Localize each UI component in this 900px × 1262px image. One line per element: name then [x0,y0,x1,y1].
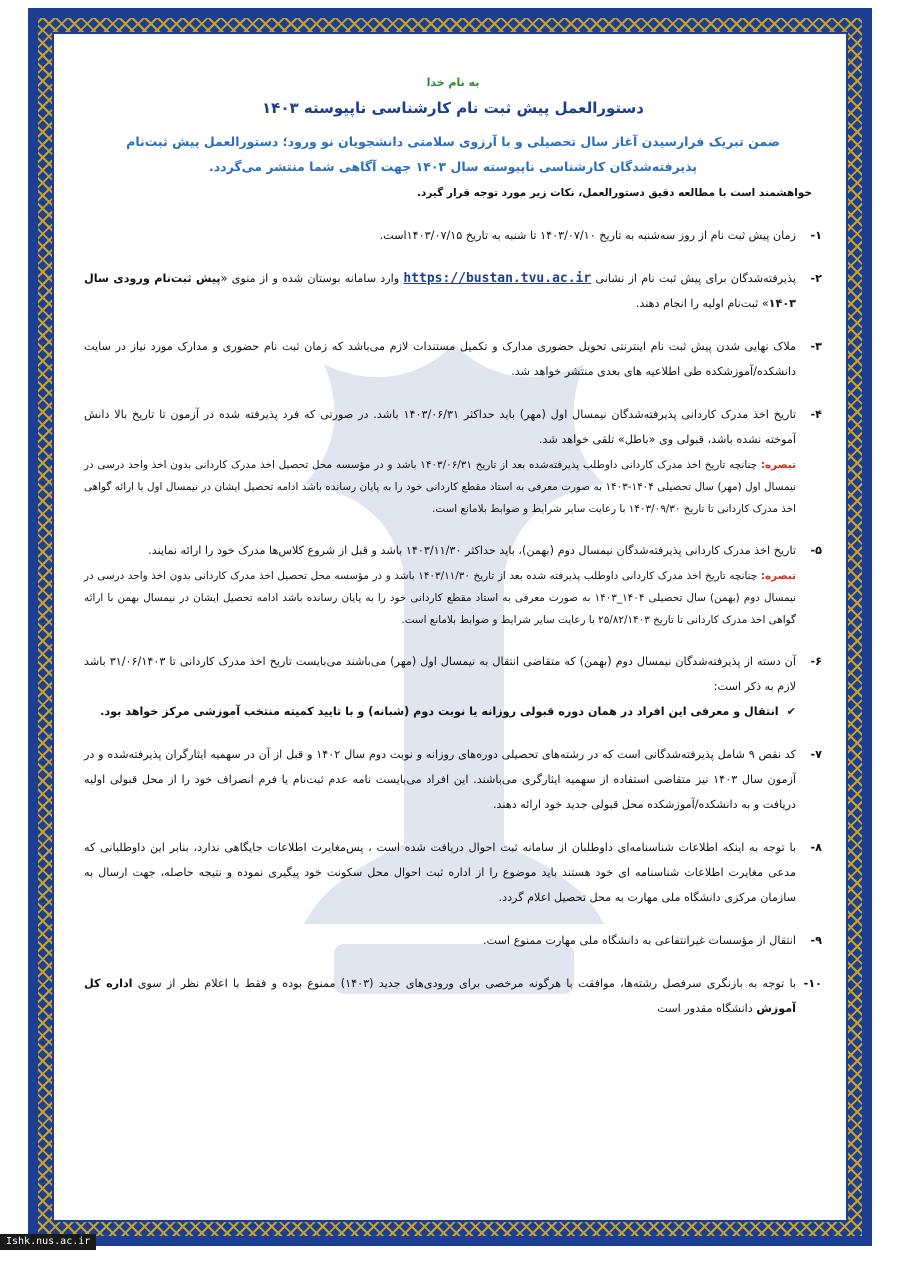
list-item [84,402,822,520]
list-item [84,835,822,910]
item-number: ۴- [810,408,822,421]
bustan-link[interactable]: https://bustan.tvu.ac.ir [403,271,592,286]
item-text-mid: وارد سامانه بوستان شده و از منوی « [220,272,400,285]
item-number: ۷- [810,748,822,761]
checkmark-icon: ✔ [786,705,796,718]
decorative-border [28,8,872,1246]
item-number: ۱۰- [803,977,822,990]
basmala: به نام خدا [426,76,480,89]
list-item [84,971,822,1021]
list-item [84,742,822,817]
intro-text: ضمن تبریک فرارسیدن آغاز سال تحصیلی و با آرزوی سلامتی دانشجویان نو ورود؛ دستورالعمل پیش ثبت‌نام پذیرفته‌شدگان کارشناسی ناپیوسته سال ۱۴۰۳ جهت آگاهی شما منتشر می‌گردد. [126,134,780,174]
item-number: ۵- [810,544,822,557]
page-sheet [52,32,848,1222]
item-text: زمان پیش ثبت نام از روز سه‌شنبه به تاریخ ۱۴۰۳/۰۷/۱۰ تا شنبه به تاریخ ۱۴۰۳/۰۷/۱۵است. [379,229,796,242]
item-text: آن دسته از پذیرفته‌شدگان نیمسال دوم (بهمن) که متقاضی انتقال به نیمسال اول (مهر) می‌باشند می‌بایست تاریخ اخذ مدرک کاردانی تا ۳۱/۰۶/۱۴۰۳ باشد لازم به ذکر است: [84,655,796,693]
preface-text: خواهشمند است با مطالعه دقیق دستورالعمل، نکات زیر مورد توجه قرار گیرد. [416,187,812,199]
check-text: انتقال و معرفی این افراد در همان دوره قبولی روزانه یا نوبت دوم (شبانه) و با تایید کمیته منتخب آموزشی مرکز خواهد بود. [100,705,779,718]
list-item [84,334,822,384]
item-text-pre: پذیرفته‌شدگان برای پیش ثبت نام از نشانی [595,272,796,285]
item-text: تاریخ اخذ مدرک کاردانی پذیرفته‌شدگان نیمسال دوم (بهمن)، باید حداکثر ۱۴۰۳/۱۱/۳۰ باشد و قبل از شروع کلاس‌ها مدرک خود را ارائه نمایند. [148,544,796,557]
list-item [84,538,822,631]
list-item [84,223,822,248]
list-item [84,649,822,724]
list-item [84,928,822,953]
item-number: ۳- [810,340,822,353]
item-text: تاریخ اخذ مدرک کاردانی پذیرفته‌شدگان نیمسال اول (مهر) باید حداکثر ۱۴۰۳/۰۶/۳۱ باشد. در صورتی که فرد پذیرفته شده در آزمون تا تاریخ بالا دانش آموخته نشده باشد، قبولی وی «باطل» تلقی خواهد شد. [84,408,796,446]
item-number: ۹- [810,934,822,947]
note-text: چنانچه تاریخ اخذ مدرک کاردانی داوطلب پذیرفته‌شده بعد از تاریخ ۱۴۰۳/۰۶/۳۱ باشد و در مؤسسه محل تحصیل اخذ مدرک کاردانی بدون اخذ واحد درسی در نیمسال اول (مهر) سال تحصیلی ۱۴۰۴-۱۴۰۳ به صورت معرفی به استاد مقطع کاردانی خود را به پایان رسانده باشد ادامه تحصیل ایشان در نیمسال اول با ارائه گواهی اخذ مدرک کاردانی تا تاریخ ۱۴۰۳/۰۹/۳۰ با رعایت سایر شرایط و ضوابط بلامانع است. [84,459,797,515]
item-text [84,266,796,316]
item-text: کد نقص ۹ شامل پذیرفته‌شدگانی است که در رشته‌های تحصیلی دوره‌های روزانه و نوبت دوم سال ۱۴۰۲ و قبل از آن در سهمیه ایثارگران پذیرفته‌شده و در آزمون سال ۱۴۰۳ نیز متقاضی استفاده از سهمیه ایثارگری می‌باشند. این افراد می‌بایست نامه عدم ثبت‌نام یا فرم انصراف خود را از محل قبولی اولیه دریافت و به دانشکده/آموزشکده محل قبولی جدید خود ارائه دهند. [84,748,796,811]
item-text-pre: با توجه به بازنگری سرفصل رشته‌ها، موافقت با هرگونه مرخصی برای ورودی‌های جدید (۱۴۰۳) ممنوع بوده و فقط با اعلام نظر از سوی [137,977,796,990]
item-number: ۸- [810,841,822,854]
site-url-tag: Ishk.nus.ac.ir [0,1234,96,1250]
item-text: با توجه به اینکه اطلاعات شناسنامه‌ای داوطلبان از سامانه ثبت احوال دریافت شده است ، پس‌مغایرت اطلاعات جایگاهی ندارد، بنابر این داوطلبانی که مدعی مغایرت اطلاعات شناسنامه ای خود هستند باید موضوع را از اداره ثبت احوال محل سکونت خود پیگیری نموده و نتیجه حاصله، جهت ارسال به سازمان مرکزی دانشگاه ملی مهارت به محل تحصیل اعلام گردد. [84,841,796,904]
list-item [84,266,822,316]
item-text-post: » ثبت‌نام اولیه را انجام دهند. [635,297,769,310]
item-text-post: دانشگاه مقدور است [657,1002,753,1015]
document-title: دستورالعمل پیش ثبت نام کارشناسی ناپیوسته ۱۴۰۳ [262,99,644,117]
office-name: اداره کل آموزش [84,977,796,1015]
item-number: ۱- [810,229,822,242]
note-label: تبصره: [760,459,796,471]
note-text: چنانچه تاریخ اخذ مدرک کاردانی داوطلب پذیرفته شده بعد از تاریخ ۱۴۰۳/۱۱/۳۰ باشد و در مؤسسه محل تحصیل اخذ مدرک کاردانی بدون اخذ واحد درسی در نیمسال دوم (بهمن) سال تحصیلی ۱۴۰۴_۱۴۰۳ به صورت معرفی به استاد مقطع کاردانی خود را به پایان رسانده باشد ادامه تحصیل ایشان در نیمسال بهمن با ارائه گواهی اخذ مدرک کاردانی تا تاریخ ۲۵/۸۲/۱۴۰۳ با رعایت سایر شرایط و ضوابط بلامانع است. [84,570,796,626]
item-number: ۶- [810,655,822,668]
item-text [84,971,796,1021]
note [84,454,796,520]
item-text: ملاک نهایی شدن پیش ثبت نام اینترنتی تحویل حضوری مدارک و تکمیل مستندات لازم می‌باشد که زمان ثبت نام حضوری و مدارک مورد نیاز در سایت دانشکده/آموزشکده طی اطلاعیه های بعدی منتشر خواهد شد. [84,340,796,378]
note [84,565,796,631]
note-label: تبصره: [760,570,796,582]
document-body [54,34,846,1220]
check-item [84,699,796,724]
item-text: انتقال از مؤسسات غیرانتفاعی به دانشگاه ملی مهارت ممنوع است. [482,934,796,947]
menu-name: پیش ثبت‌نام ورودی سال ۱۴۰۳ [84,272,796,310]
item-number: ۲- [810,272,822,285]
